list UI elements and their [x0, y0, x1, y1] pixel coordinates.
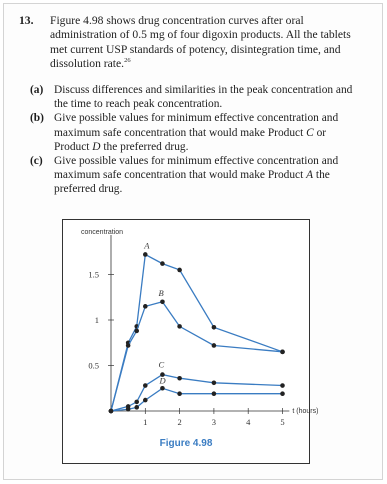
part-text: the preferred drug.: [100, 140, 189, 153]
y-tick-label: 1: [94, 315, 99, 325]
data-point-d: [134, 405, 139, 410]
part-text: Discuss differences and similarities in the peak concentration and the time to reach peak concentration.: [54, 84, 353, 111]
part-text: the preferred drug.: [54, 169, 330, 196]
data-point-c: [212, 380, 217, 385]
data-point-d: [280, 391, 285, 396]
curve-label-d: D: [159, 375, 166, 386]
curve-label-c: C: [158, 359, 165, 370]
curve-label-b: B: [158, 287, 164, 298]
data-point-c: [134, 400, 139, 405]
product-a-ref: A: [306, 169, 314, 182]
y-axis-label: concentration: [81, 229, 124, 236]
data-point-c: [177, 376, 182, 381]
footnote-ref: 26: [124, 57, 131, 65]
data-point-b: [143, 304, 148, 309]
curve-label-a: A: [144, 240, 150, 251]
x-tick-label: 2: [177, 417, 182, 427]
problem-parts: [30, 83, 360, 197]
part-text: Give possible values for minimum effective concentration and maximum safe concentration that would make Product: [54, 155, 339, 182]
data-point-c: [143, 383, 148, 388]
problem-13: [19, 14, 371, 71]
part-label: (a): [30, 84, 44, 96]
data-point-a: [143, 252, 148, 257]
problem-number: 13.: [19, 14, 34, 27]
x-tick-label: 3: [211, 417, 217, 427]
data-point-d: [109, 409, 114, 414]
x-axis-label: t (hours): [292, 408, 319, 415]
part-a: [30, 83, 360, 111]
data-point-c: [280, 383, 285, 388]
data-point-b: [134, 329, 139, 334]
data-point-b: [280, 350, 285, 355]
figure-4-98: [62, 219, 319, 464]
product-c-ref: C: [306, 126, 314, 139]
x-tick-label: 4: [246, 417, 251, 427]
figure-caption: Figure 4.98: [159, 438, 213, 449]
y-tick-label: 1.5: [88, 269, 99, 280]
x-tick-label: 5: [280, 417, 285, 427]
problem-stem: [50, 14, 371, 71]
data-point-a: [177, 268, 182, 273]
data-point-b: [160, 300, 165, 305]
data-point-a: [160, 261, 165, 266]
data-point-d: [212, 391, 217, 396]
product-d-ref: D: [92, 140, 101, 153]
series-line-b: [111, 302, 283, 411]
part-label: (b): [30, 112, 44, 125]
x-tick-label: 1: [143, 417, 148, 427]
data-point-d: [126, 407, 131, 412]
data-point-d: [160, 386, 165, 391]
data-point-b: [212, 343, 217, 348]
part-c: [30, 154, 360, 197]
part-b: [30, 111, 360, 154]
concentration-chart: [63, 220, 319, 463]
part-label: (c): [30, 155, 43, 168]
data-point-a: [212, 325, 217, 330]
data-point-b: [177, 324, 182, 329]
y-tick-label: 0.5: [88, 360, 99, 371]
part-text: Give possible values for minimum effective concentration and maximum safe concentration that would make Product: [54, 112, 339, 139]
data-point-d: [177, 391, 182, 396]
data-point-d: [143, 398, 148, 403]
data-point-b: [126, 343, 131, 348]
problem-stem-text: Figure 4.98 shows drug concentration curves after oral administration of 0.5 mg of four digoxin products. All the tablets met current USP standards of potency, disintegration time, and dissolution rate.: [50, 14, 351, 70]
part-text: or Product: [54, 126, 327, 153]
